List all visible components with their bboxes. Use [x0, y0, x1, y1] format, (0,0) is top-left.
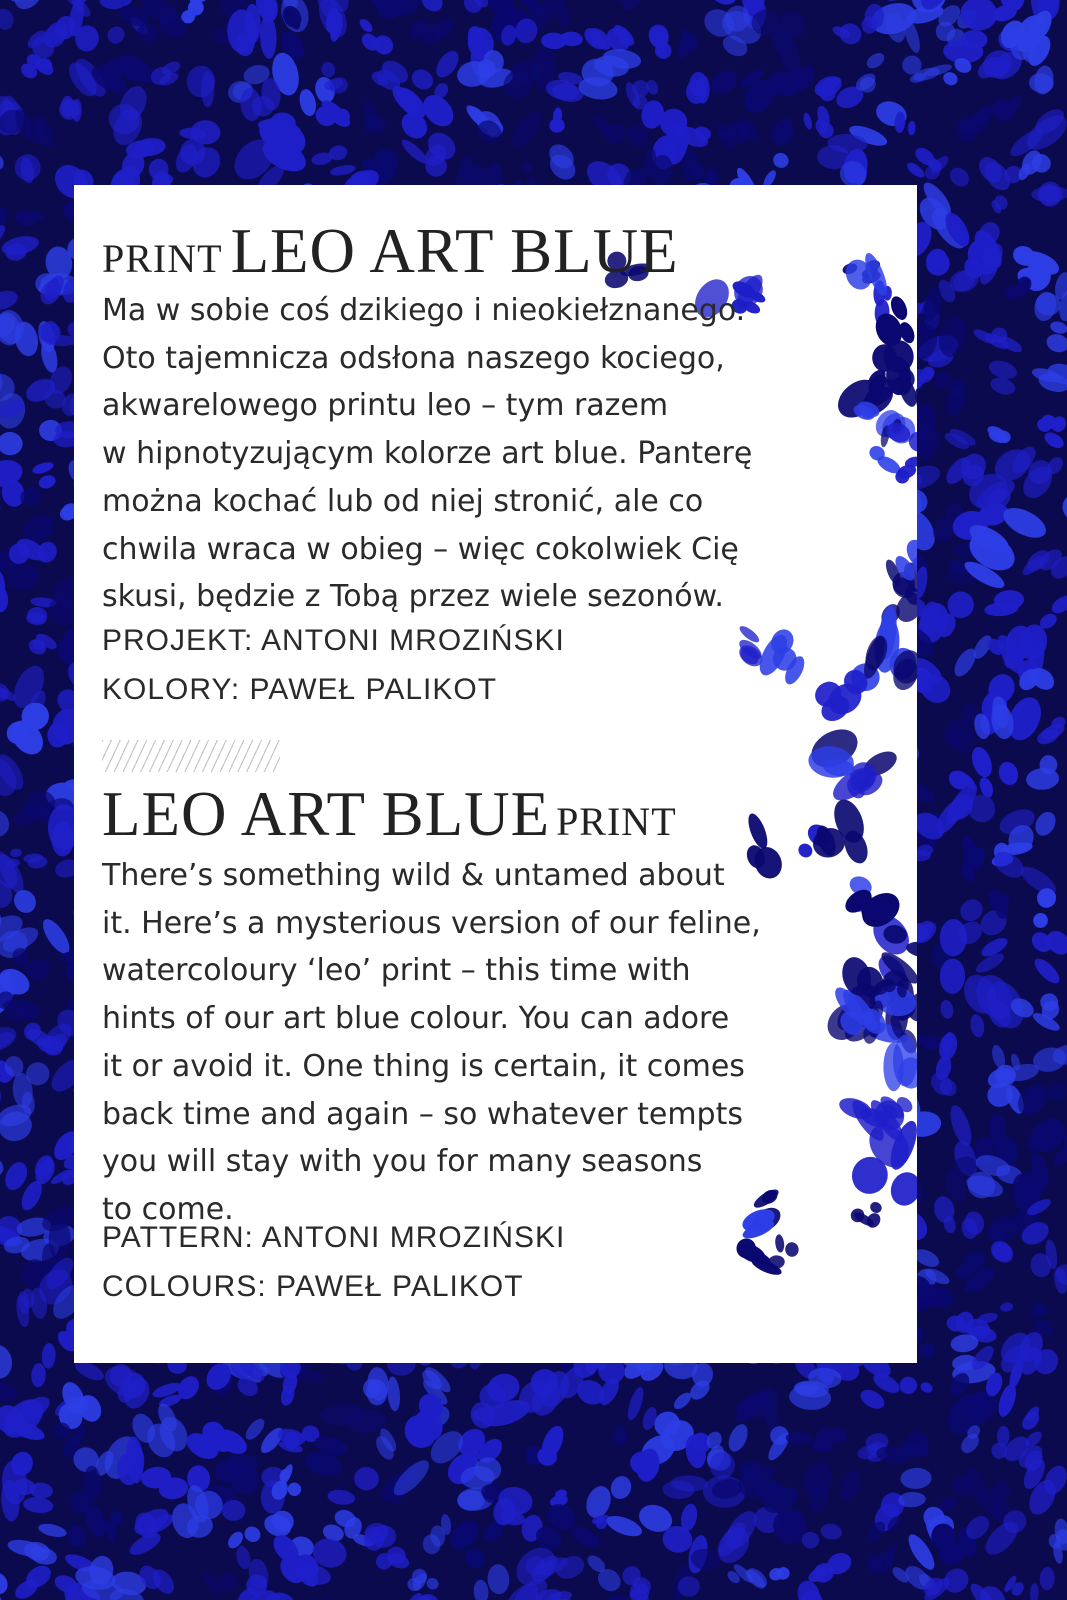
leopard-spot — [337, 0, 425, 24]
polish-description — [102, 287, 902, 621]
english-pattern-credit: PATTERN: ANTONI MROZIŃSKI — [102, 1221, 566, 1254]
leopard-spot — [794, 1454, 864, 1523]
leopard-spot — [788, 1365, 842, 1412]
leopard-spot — [405, 1566, 442, 1600]
leopard-spot — [864, 1539, 897, 1577]
leopard-spot — [1027, 1236, 1067, 1298]
leopard-spot — [579, 1552, 625, 1596]
leopard-spot — [948, 831, 994, 884]
leopard-spot — [950, 1247, 1000, 1297]
polish-description-line: Ma w sobie coś dzikiego i nieokiełznanego. — [102, 293, 746, 328]
leopard-spot — [1031, 181, 1067, 207]
leopard-spot — [363, 1522, 397, 1551]
leopard-spot — [897, 1371, 935, 1404]
leopard-spot — [589, 1586, 663, 1600]
english-description-line: watercoloury ‘leo’ print – this time with — [102, 953, 691, 989]
leopard-spot — [171, 135, 226, 187]
leopard-spot — [823, 1594, 908, 1600]
polish-description-line: można kochać lub od niej stronić, ale co — [102, 483, 704, 519]
english-colours-credit: COLOURS: PAWEŁ PALIKOT — [102, 1270, 524, 1303]
polish-description-line: skusi, będzie z Tobą przez wiele sezonów. — [102, 579, 724, 615]
leopard-spot — [989, 193, 1011, 215]
polish-colours-credit: KOLORY: PAWEŁ PALIKOT — [102, 673, 498, 706]
leopard-spot — [1018, 1404, 1046, 1433]
leopard-spot — [1025, 755, 1060, 791]
leopard-spot — [971, 317, 1026, 360]
polish-title-prefix: PRINT — [102, 236, 223, 281]
leopard-spot — [1031, 886, 1058, 930]
leopard-spot — [0, 233, 42, 263]
leopard-spot — [686, 72, 710, 104]
polish-description-line: chwila wraca w obieg – więc cokolwiek Cię — [102, 531, 739, 567]
leopard-spot — [13, 152, 43, 185]
leopard-spot — [0, 748, 29, 803]
polish-title — [102, 216, 679, 286]
leopard-spot — [112, 0, 194, 55]
polish-description-line: Oto tajemnicza odsłona naszego kociego, — [102, 340, 725, 376]
print-description-card — [74, 185, 917, 1363]
leopard-spot — [0, 1142, 60, 1214]
leopard-spot — [982, 357, 1022, 397]
leopard-spot — [0, 0, 8, 8]
english-description-line: it. Here’s a mysterious version of our feline, — [102, 905, 761, 941]
leopard-spot — [0, 1146, 7, 1195]
leopard-spot — [1028, 357, 1067, 397]
leopard-spot — [59, 96, 82, 122]
hatched-divider — [102, 740, 280, 772]
leopard-spot — [1007, 978, 1067, 1036]
leopard-spot — [800, 1519, 843, 1554]
polish-description-line: w hipnotyzującym kolorze art blue. Panterę — [102, 436, 753, 472]
leopard-spot — [942, 424, 978, 454]
leopard-spot — [472, 1564, 511, 1600]
leopard-spot — [896, 1467, 933, 1508]
leopard-spot — [31, 460, 60, 491]
leopard-spot — [984, 424, 1013, 447]
leopard-spot — [9, 1561, 56, 1600]
leopard-spot — [100, 1360, 156, 1412]
leopard-spot — [0, 790, 14, 853]
leopard-spot — [52, 0, 105, 53]
leopard-spot — [767, 1563, 791, 1584]
leopard-spot — [0, 1313, 15, 1387]
english-description-line: back time and again – so whatever tempts — [102, 1096, 743, 1132]
leopard-spot — [534, 1422, 569, 1468]
english-description-line: hints of our art blue colour. You can adore — [102, 1001, 730, 1037]
english-title-main: LEO ART BLUE — [102, 779, 551, 849]
leopard-spot — [0, 1500, 2, 1553]
leopard-spot — [0, 206, 9, 228]
leopard-spot — [26, 630, 59, 662]
leopard-spot — [1023, 1300, 1062, 1339]
leopard-spot — [419, 1514, 454, 1556]
leopard-spot — [785, 1424, 848, 1454]
leopard-spot — [0, 567, 9, 618]
leopard-spot — [0, 6, 17, 44]
leopard-spot — [987, 1237, 1018, 1267]
leopard-spot — [711, 107, 761, 157]
leopard-spot — [970, 694, 1017, 744]
leopard-spot — [187, 66, 215, 108]
leopard-spot — [1018, 537, 1067, 597]
leopard-spot — [116, 1500, 182, 1559]
leopard-spot — [549, 107, 567, 134]
leopard-spot — [539, 140, 584, 185]
leopard-spot — [0, 1570, 11, 1600]
leopard-spot — [31, 1342, 57, 1388]
english-title-suffix: PRINT — [556, 799, 677, 844]
leopard-spot — [0, 628, 1, 678]
leopard-spot — [857, 1368, 903, 1415]
english-description-line: it or avoid it. One thing is certain, it comes — [102, 1048, 745, 1084]
leopard-spot — [200, 1559, 241, 1600]
leopard-spot — [859, 0, 882, 3]
leopard-spot — [1031, 407, 1067, 451]
polish-pattern-credit: PROJEKT: ANTONI MROZIŃSKI — [102, 624, 565, 657]
leopard-spot — [773, 0, 808, 3]
leopard-spot — [1002, 1574, 1028, 1600]
english-description-line: There’s something wild & untamed about — [102, 858, 725, 893]
english-description-line: to come. — [102, 1191, 234, 1227]
leopard-spot — [541, 30, 584, 51]
leopard-spot — [1043, 319, 1067, 354]
leopard-spot — [975, 1301, 1016, 1325]
leopard-spot — [473, 89, 546, 164]
leopard-spot — [13, 205, 45, 230]
leopard-spot — [274, 1418, 321, 1458]
leopard-spot — [5, 1516, 68, 1569]
leopard-spot — [0, 991, 40, 1022]
leopard-spot — [319, 1402, 387, 1435]
leopard-spot — [829, 17, 864, 48]
leopard-spot — [573, 0, 616, 3]
leopard-spot — [310, 143, 357, 181]
leopard-spot — [671, 1375, 713, 1416]
leopard-spot — [148, 59, 186, 91]
leopard-spot — [754, 625, 816, 690]
leopard-spot — [311, 95, 356, 138]
leopard-spot — [766, 114, 799, 149]
leopard-spot — [681, 150, 720, 189]
leopard-spot — [950, 628, 995, 683]
leopard-spot — [1017, 919, 1067, 987]
english-description — [102, 852, 902, 1234]
leopard-spot — [607, 0, 668, 14]
leopard-spot — [0, 272, 20, 317]
leopard-spot — [875, 1427, 931, 1467]
leopard-spot — [356, 97, 389, 138]
leopard-spot — [0, 146, 6, 177]
english-title — [102, 779, 677, 849]
leopard-spot — [349, 14, 397, 62]
leopard-spot — [0, 456, 30, 516]
leopard-spot — [1030, 1566, 1056, 1600]
english-description-line: you will stay with you for many seasons — [102, 1144, 703, 1180]
polish-description-line: akwarelowego printu leo – tym razem — [102, 388, 669, 424]
leopard-spot — [135, 1557, 178, 1600]
leopard-spot — [983, 589, 1025, 617]
leopard-spot — [801, 104, 835, 143]
leopard-spot — [765, 1232, 800, 1269]
leopard-spot — [646, 22, 676, 62]
leopard-spot — [675, 29, 699, 60]
leopard-spot — [757, 1423, 794, 1464]
polish-title-main: LEO ART BLUE — [230, 216, 679, 286]
leopard-spot — [1045, 1517, 1067, 1565]
leopard-spot — [47, 1374, 105, 1433]
leopard-spot — [609, 1422, 630, 1447]
